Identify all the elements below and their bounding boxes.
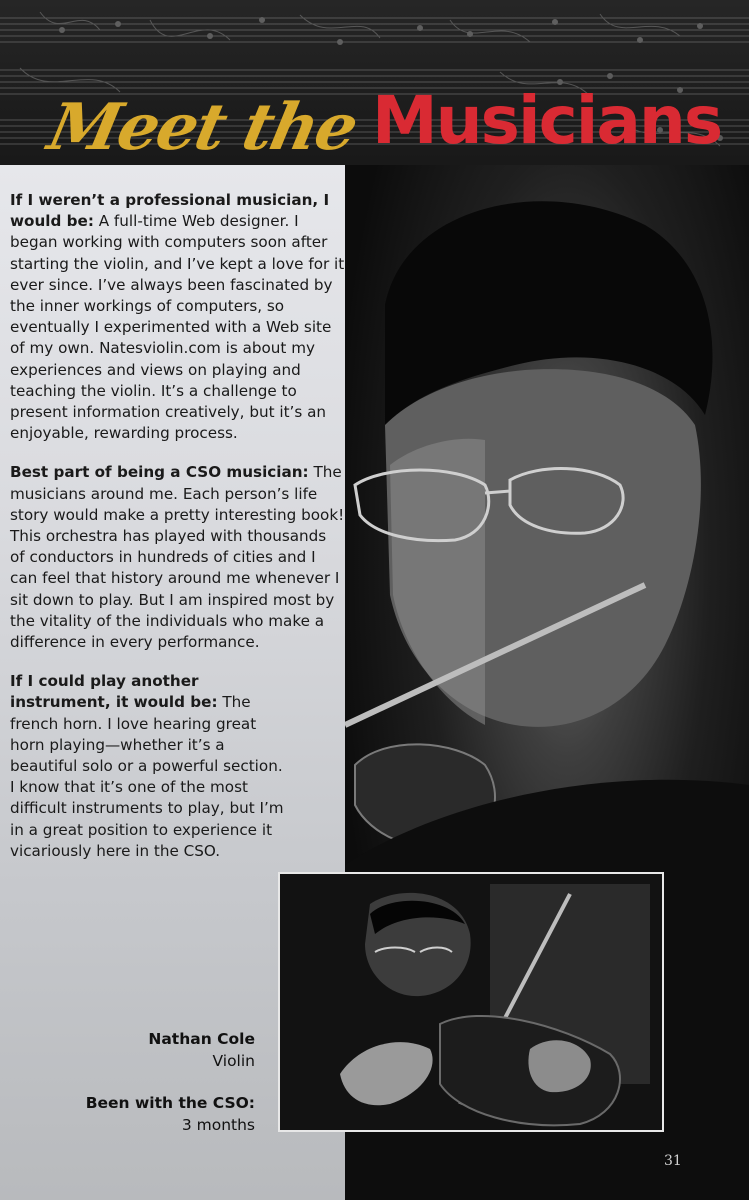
musician-name: Nathan Cole [148,1030,255,1048]
title-main-text: Musicians [372,82,722,159]
inset-illustration [280,874,662,1130]
interview-text [10,190,345,880]
question-1: If I weren’t a professional musician, I would be: [10,191,330,231]
question-3: If I could play another instrument, it would be: [10,672,218,712]
page-title [30,60,730,180]
tenure-label: Been with the CSO: [85,1094,255,1112]
question-2: Best part of being a CSO musician: [10,463,309,482]
interview-section-2 [10,462,345,653]
tenure-value: 3 months [181,1116,255,1134]
interview-section-3 [10,671,290,862]
title-script-text: Meet the [42,90,363,165]
answer-3: The french horn. I love hearing great horn playing—whether it’s a beautiful solo or a powerful section. I know that it’s one of the most difficult instruments to play, but I’m in a great position to experience it vicariously here in the CSO. [10,693,284,860]
answer-2: The musicians around me. Each person’s life story would make a pretty interesting book! This orchestra has played with thousands of conductors in hundreds of cities and I can feel that history around me whenever I sit down to play. But I am inspired most by the vitality of the individuals who make a difference in every performance. [10,463,345,652]
page-number: 31 [664,1153,682,1169]
musician-instrument: Violin [212,1052,255,1070]
answer-1: A full-time Web designer. I began working with computers soon after starting the violin, and I’ve kept a love for it ever since. I’ve always been fascinated by the inner workings of computers, so eventually I experimented with a Web site of my own. Natesviolin.com is about my experiences and views on playing and teaching the violin. It’s a challenge to present information creatively, but it’s an enjoyable, rewarding process. [10,212,345,443]
interview-section-1 [10,190,345,444]
inset-violin-photo [278,872,664,1132]
